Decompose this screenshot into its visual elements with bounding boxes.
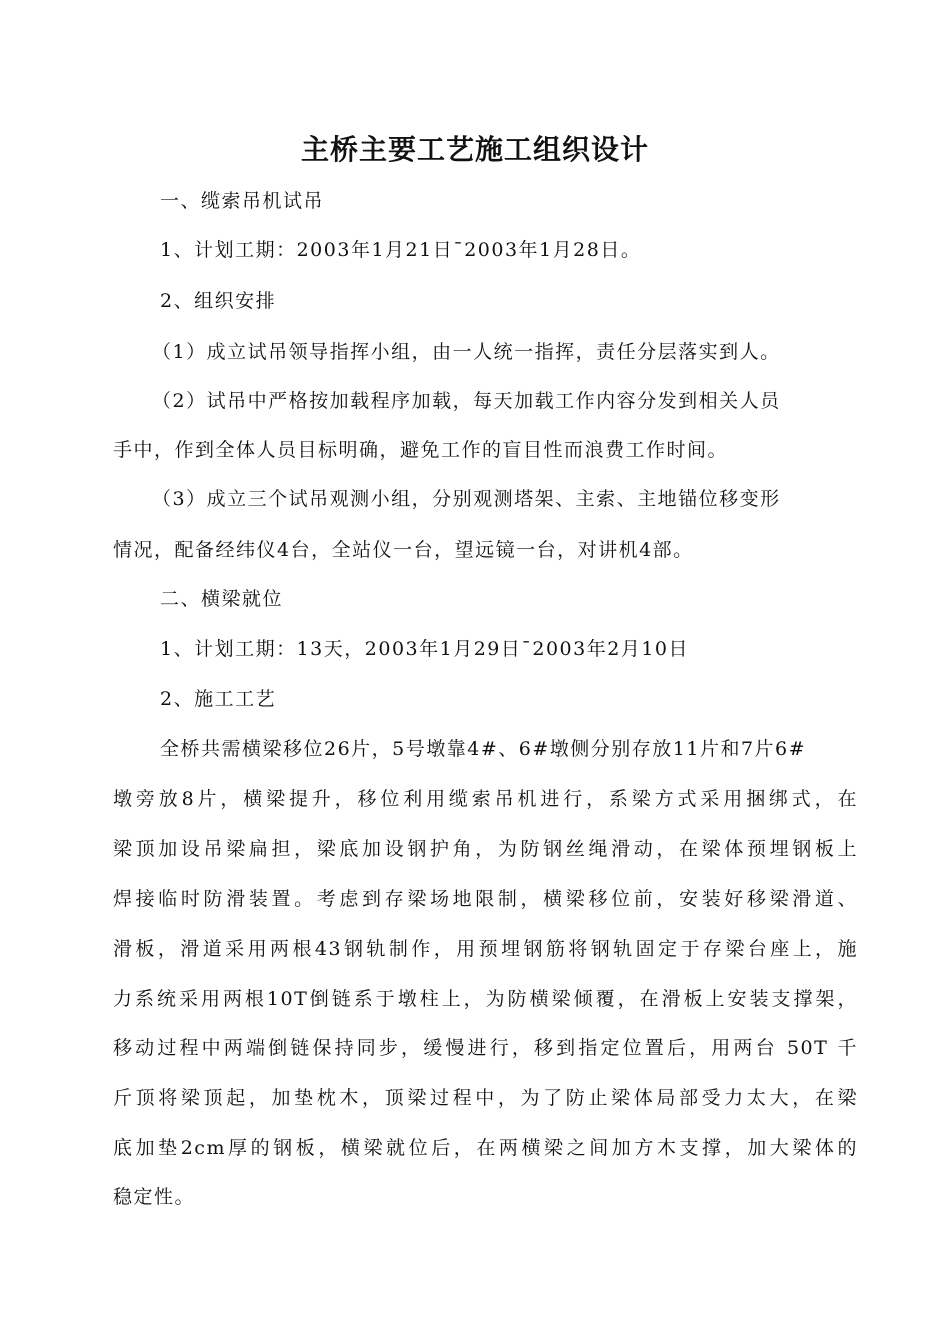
subheading-construction-process: 2、施工工艺 (160, 688, 277, 710)
body-paragraph-line-3: 梁顶加设吊梁扁担，梁底加设钢护角，为防钢丝绳滑动，在梁体预埋钢板上 (113, 838, 858, 860)
section-heading-beam-placement: 二、横梁就位 (160, 588, 284, 610)
body-paragraph-line-6: 力系统采用两根10T倒链系于墩柱上，为防横梁倾覆，在滑板上安装支撑架， (113, 988, 858, 1010)
paragraph-item-2-line-1: （2）试吊中严格按加载程序加载，每天加载工作内容分发到相关人员 (152, 390, 781, 412)
subheading-organization: 2、组织安排 (160, 290, 277, 312)
body-paragraph-line-5: 滑板，滑道采用两根43钢轨制作，用预埋钢筋将钢轨固定于存梁台座上，施 (113, 938, 858, 960)
body-paragraph-line-9: 底加垫2cm厚的钢板，横梁就位后，在两横梁之间加方木支撑，加大梁体的 (113, 1137, 858, 1159)
body-paragraph-line-1: 全桥共需横梁移位26片，5号墩靠4#、6#墩侧分别存放11片和7片6# (160, 738, 807, 760)
paragraph-item-2-line-2: 手中，作到全体人员目标明确，避免工作的盲目性而浪费工作时间。 (113, 439, 729, 461)
document-title: 主桥主要工艺施工组织设计 (300, 133, 649, 166)
body-paragraph-line-10: 稳定性。 (113, 1186, 196, 1208)
body-paragraph-line-4: 焊接临时防滑装置。考虑到存梁场地限制，横梁移位前，安装好移梁滑道、 (113, 888, 858, 910)
section-heading-crane-test: 一、缆索吊机试吊 (160, 190, 325, 212)
paragraph-item-1: （1）成立试吊领导指挥小组，由一人统一指挥，责任分层落实到人。 (152, 341, 781, 363)
body-paragraph-line-2: 墩旁放8片，横梁提升，移位利用缆索吊机进行，系梁方式采用捆绑式，在 (113, 788, 858, 810)
paragraph-item-3-line-1: （3）成立三个试吊观测小组，分别观测塔架、主索、主地锚位移变形 (152, 488, 781, 510)
body-paragraph-line-8: 斤顶将梁顶起，加垫枕木，顶梁过程中，为了防止梁体局部受力太大，在梁 (113, 1087, 858, 1109)
schedule-line-beam-placement: 1、计划工期：13天，2003年1月29日¯2003年2月10日 (160, 638, 690, 660)
body-paragraph-line-7: 移动过程中两端倒链保持同步，缓慢进行，移到指定位置后，用两台 50T 千 (113, 1037, 858, 1059)
schedule-line-crane-test: 1、计划工期：2003年1月21日¯2003年1月28日。 (160, 239, 642, 261)
paragraph-item-3-line-2: 情况，配备经纬仪4台，全站仪一台，望远镜一台，对讲机4部。 (113, 539, 694, 561)
